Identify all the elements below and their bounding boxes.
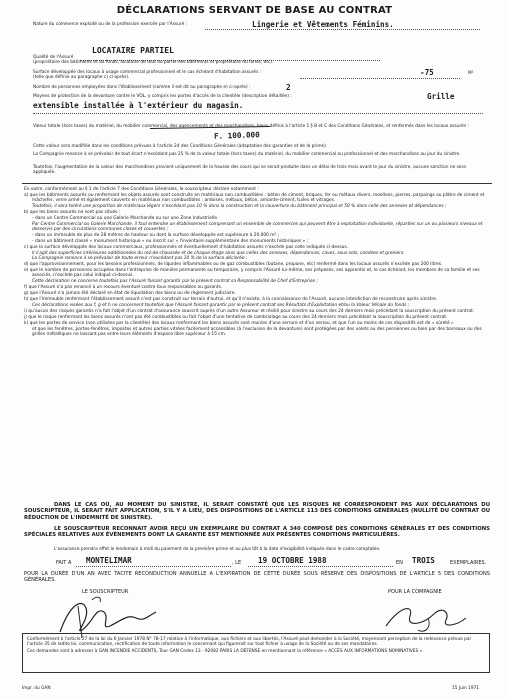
caps-acknowledgement: LE SOUSCRIPTEUR RECONNAIT AVOIR REÇU UN EXEMPLAIRE DU CONTRAT A 340 COMPOSÉ DES CONDITIONS GÉNÉRALES ET DES CONDITIONS SPÉCIALES RELATIVES AUX ÉVÈNEMENTS DONT LA GARANTIE EST MENTIONNÉE AUX PRÉSENTES CONDITIONS PARTICULIÈRES. <box>24 526 490 539</box>
clause-g: g) que l'Assuré n'a jamais été déclaré en état de liquidation des biens ou de règlement judiciaire. <box>24 291 236 297</box>
section-separator <box>22 183 492 184</box>
body-intro: En outre, conformément au § 1 de l'article 7 des Conditions Générales, le souscripteur déclare notamment : <box>24 187 259 192</box>
clause-k: k) que les portes de service (non utilisées par la clientèle) des locaux renfermant les biens assurés sont munies d'une serrure et d'un verrou, et que l'un au moins de ces dispositifs est de « sûreté » <box>24 320 454 326</box>
clause-b-2: - dans un immeuble de plus de 28 mètres de hauteur ou dont la surface développée est supérieure à 20.000 m² ; <box>32 232 280 238</box>
surface-label: Surface développée des locaux à usage commercial professionnel et le cas échéant d'habitation assurés : <box>33 70 262 75</box>
duree-clause: POUR LA DURÉE D'UN AN AVEC TACITE RECONDUCTION ANNUELLE A L'EXPIRATION DE CETTE DURÉE SOUS RÉSERVE DES DISPOSITIONS DE L'ARTICLE 5 DES CONDITIONS GÉNÉRALES. <box>24 571 490 584</box>
exemplaires-value: TROIS <box>412 556 435 565</box>
prise-effet: L'assurance prendra effet le lendemain à midi du paiement de la première prime et au plus tôt à la date d'exigibilité indiquée dans le cadre comptable. <box>54 547 381 552</box>
surface-unit: M² <box>468 71 474 76</box>
edition-date: 15 Juin 1971 <box>452 686 480 691</box>
qualite-value: LOCATAIRE PARTIEL <box>92 46 174 55</box>
declarations-body <box>24 187 490 338</box>
exemplaires-label: EXEMPLAIRES. <box>450 560 487 566</box>
note-2: La Compagnie renonce à se prévaloir de tout écart n'excédant pas 25 % de la valeur totale (hors taxes) du matériel, du mobilier commercial ou professionnel et des marchandises au jour du sinistre. <box>33 152 461 157</box>
moyens-dotted-line <box>33 113 483 114</box>
en-label: EN <box>396 560 403 566</box>
qualite-label: Qualité de l'Assuré <box>33 55 74 60</box>
note-3: Toutefois, l'augmentation de la valeur des marchandises provient uniquement de la hausse des cours qui se serait produite dans un délai de trois mois avant le jour du sinistre, aucune sanction ne sera appliquée. <box>33 165 466 176</box>
valeur-label: Valeur totale (hors taxes) du matériel, du mobilier commercial, des agencements et des marchandises, biens définis à l'article 1 § B et C des Conditions Générales, et renfermés dans les locaux assurés : <box>33 124 469 129</box>
surface-dotted-line <box>300 78 460 79</box>
nature-label: Nature du commerce exploité ou de la profession exercée par l'Assuré : <box>33 22 188 27</box>
cnil-notice-box <box>22 633 490 673</box>
clause-k-2: et que les fenêtres, portes-fenêtres, impostes et autres parties vitrées facilement accessibles (à l'exclusion de la devanture) sont protégées par des volets ou des persiennes ou bien par des barreaux ou des grilles métalliques ne laissant pas entre leurs éléments d'espace libre supérieur à 15 cm. <box>32 326 482 337</box>
clause-h: h) que l'immeuble renfermant l'établissement assuré n'est pas construit sur terrain d'autrui, et qu'il n'existe, à la connaissance de l'Assuré, aucune interdiction de reconstruire après sinistre. <box>24 297 438 303</box>
souscripteur-label: LE SOUSCRIPTEUR <box>82 589 129 595</box>
personnes-value: 2 <box>286 83 291 92</box>
note-1: Cette valeur sera modifiée dans les conditions prévues à l'article 24 des Conditions Générales (adaptation des garanties et de la prime). <box>33 144 328 149</box>
clause-b-3: - dans un bâtiment classé « monument historique » ou inscrit sur « l'inventaire supplémentaire des monuments historiques » ; <box>32 238 309 244</box>
personnes-label: Nombre de personnes employées dans l'établissement (comme il est dit au paragraphe e) ci-après) : <box>33 85 251 90</box>
clause-i: i) qu'aucun des risques garantis n'a fait l'objet d'un contrat d'assurance souscrit auprès d'un autre Assureur et résilié pour sinistre au cours des 24 derniers mois précédant la souscription du présent contrat. <box>24 309 475 315</box>
cnil-text-2: Ces demandes sont à adresser à GAN INCENDIE ACCIDENTS, Tour GAN Cedex 13 - 92082 PARIS LA DÉFENSE en mentionnant la référence « ACCÈS AUX INFORMATIONS NOMINATIVES ». <box>27 648 424 654</box>
clause-e-note: Cette déclaration ne concerne toutefois pas l'Assuré faisant garantir par le présent contrat sa Responsabilité de Chef d'Entreprise ; <box>32 279 318 285</box>
moyens-value-1: Grille <box>427 92 455 101</box>
valeur-value: F. 100.000 <box>213 130 260 141</box>
clause-c: c) que la surface développée des locaux commerciaux, professionnels et éventuellement d'habitation assurés n'excède pas celle indiquée ci-dessus. <box>24 244 349 250</box>
clause-h-note: Ces déclarations visées aux f, g et h ne concernent toutefois que l'Assuré faisant garantir par le présent contrat ses Résultats d'Exploitation et/ou la Valeur Vénale du fonds ; <box>32 303 410 309</box>
clause-e: e) que le nombre de personnes occupées dans l'entreprise de manière permanente ou temporaire, y compris l'Assuré lui-même, ses préposés, ses apprentis et, le cas échéant, les membres de sa famille et ses associés, n'excède pas celui indiqué ci-dessus. <box>24 268 480 279</box>
date-dotted-line <box>248 566 393 567</box>
fait-a-dotted-line <box>76 566 231 567</box>
clause-b-1-note: Par Centre Commercial ou Galerie Marchande, il faut entendre un établissement comprenant un ensemble de commerces qui peuvent être à exploitation individuelle, réparties sur un ou plusieurs niveaux et desservis par des circulations communes closes et couvertes ; <box>32 221 483 232</box>
clause-a-note: Toutefois, il sera toléré une proportion de matériaux légers n'excédant pas 10 % dans la construction et la couverture du bâtiment principal et 50 % dans celle des annexes et dépendances ; <box>32 203 447 209</box>
document-title: DÉCLARATIONS SERVANT DE BASE AU CONTRAT <box>116 5 393 16</box>
le-label: , LE <box>232 560 242 566</box>
clause-d: d) que l'approvisionnement, pour les besoins professionnels, de liquides inflammables ou de gaz combustibles (butane, propane, etc) renfermé dans les locaux assurés n'excède pas 200 litres. <box>24 262 443 268</box>
caps-warning: DANS LE CAS OÙ, AU MOMENT DU SINISTRE, IL SERAIT CONSTATÉ QUE LES RISQUES NE CORRESPONDENT PAS AUX DÉCLARATIONS DU SOUSCRIPTEUR, IL SERAIT FAIT APPLICATION, S'IL Y A LIEU, DES DISPOSITIONS DE L'ARTICLE 113 DES CONDITIONS GÉNÉRALES (NULLITÉ DU CONTRAT OU RÉDUCTION DE L'INDEMNITÉ DE SINISTRE). <box>24 502 490 521</box>
nature-value: Lingerie et Vêtements Féminins. <box>252 20 394 29</box>
clause-a: a) que les bâtiments assurés ou renfermant les objets assurés sont construits en matériaux non combustibles : béton de ciment, briques, fer ou métaux divers, moellons, pierres, parpaings ou plâtre de ciment et mâchefer, verre armé et également couverts en matériaux non combustibles : ardoises, métaux, béton, amiante-ciment, tuiles et vitrages. <box>24 192 485 203</box>
nature-dotted-line <box>205 29 480 30</box>
compagnie-label: POUR LA COMPAGNIE <box>388 589 442 595</box>
clause-b-1: - dans un Centre Commercial ou une Galerie Marchande ou sur une Zone Industrielle. <box>32 215 219 221</box>
moyens-label: Moyens de protection de la devanture contre le VOL, y compris les portes d'accès de la clientèle (description détaillée) : <box>33 94 292 99</box>
clause-j: j) que le risque renfermant les biens assurés n'ont pas été combustibles ou fait l'objet d'une tentative de cambriolage au cours des 24 derniers mois précédant la souscription du présent contrat. <box>24 314 448 320</box>
fait-a-value: MONTELIMAR <box>86 556 132 565</box>
surface-value: -75 <box>420 68 434 77</box>
moyens-value-2: extensible installée à l'extérieur du magasin. <box>33 101 244 110</box>
cnil-text-1: Conformément à l'article 27 de la loi du 6 Janvier 1978 N° 78-17 relative à l'informatique, aux fichiers et aux libertés, l'Assuré peut demander à la Société, moyennant perception de la redevance prévue par l'article 35 de ladite loi, communication, rectification de toute information le concernant qui figurerait sur tout fichier à usage de la Société ou de ses mandataires. <box>27 637 472 648</box>
imprint: Impr. du GAN <box>22 686 51 691</box>
surface-sub: (telle que définie au paragraphe c) ci-après). <box>33 75 130 80</box>
fait-a-label: FAIT A <box>56 560 72 566</box>
date-value: 19 OCTOBRE 1988 <box>258 556 327 565</box>
compagnie-signature <box>380 598 472 638</box>
qualite-sub: (propriétaire des bâtiments et du fonds, locataire de tout ou partie des bâtiments et propriétaire du fonds, etc). <box>33 60 274 65</box>
clause-c-note: Il s'agit des superficies intérieures additionnées du rez-de-chaussée et de chaque étage ainsi que celles des annexes, dépendances, caves, sous-sols, combles et greniers. <box>32 250 405 256</box>
clause-f: f) que l'Assuré n'a pas renoncé à un recours éventuel contre tous responsables ou garants. <box>24 285 223 291</box>
clause-c-note-2: La Compagnie renonce à se prévaloir de toute erreur n'excédant pas 10 % de la surface déclarée ; <box>32 256 248 262</box>
clause-b: b) que les biens assurés ne sont pas situés : <box>24 209 121 215</box>
